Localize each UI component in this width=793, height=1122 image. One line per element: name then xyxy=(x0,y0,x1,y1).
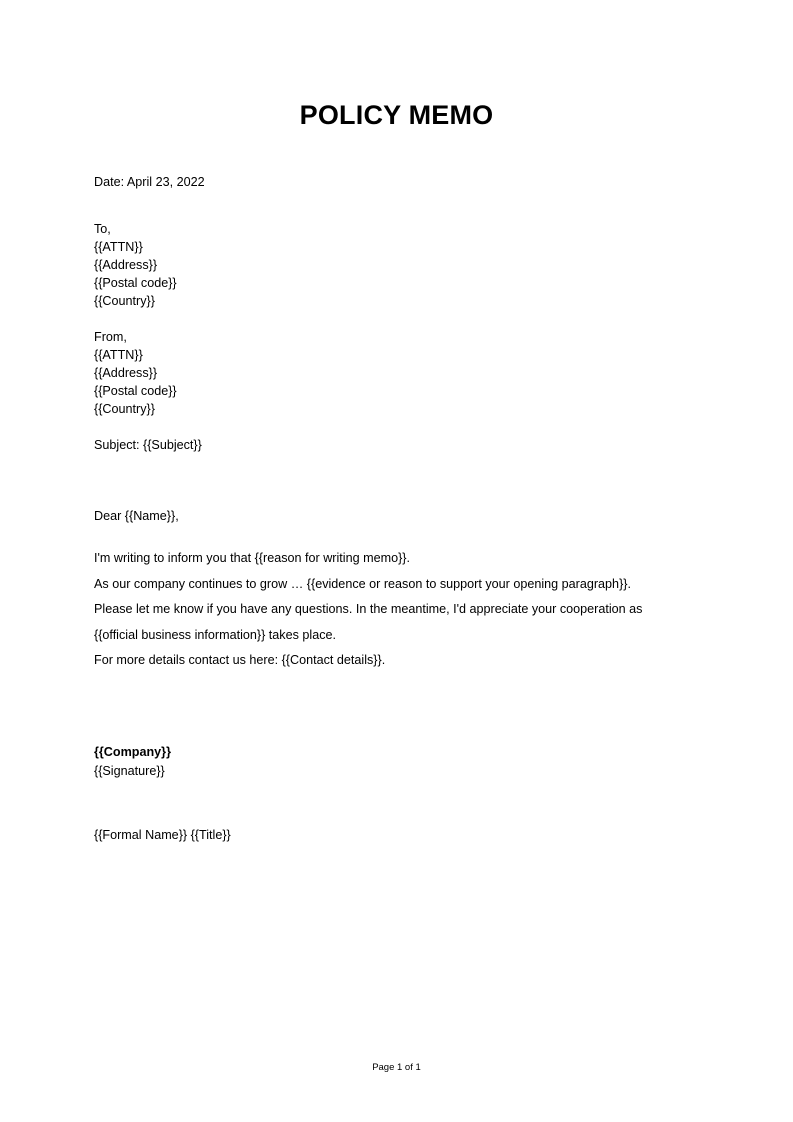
date-line: Date: April 23, 2022 xyxy=(94,175,205,189)
document-title: POLICY MEMO xyxy=(299,100,494,130)
page-number-footer: Page 1 of 1 xyxy=(372,1062,421,1073)
to-postal-code: {{Postal code}} xyxy=(94,276,177,290)
from-postal-code: {{Postal code}} xyxy=(94,384,177,398)
subject-line: Subject: {{Subject}} xyxy=(94,438,202,452)
formal-name-title: {{Formal Name}} {{Title}} xyxy=(94,828,231,842)
to-attn: {{ATTN}} xyxy=(94,240,143,254)
from-address: {{Address}} xyxy=(94,366,158,380)
from-attn: {{ATTN}} xyxy=(94,348,143,362)
body-line-1: I'm writing to inform you that {{reason for writing memo}}. xyxy=(94,551,410,565)
to-country: {{Country}} xyxy=(94,294,155,308)
company-name: {{Company}} xyxy=(94,745,171,759)
from-label: From, xyxy=(94,330,127,344)
signature: {{Signature}} xyxy=(94,764,165,778)
body-line-2: As our company continues to grow … {{evidence or reason to support your opening paragraph}}. xyxy=(94,577,631,591)
salutation: Dear {{Name}}, xyxy=(94,509,179,523)
to-address: {{Address}} xyxy=(94,258,158,272)
from-country: {{Country}} xyxy=(94,402,155,416)
to-label: To, xyxy=(94,222,111,236)
body-line-5: For more details contact us here: {{Contact details}}. xyxy=(94,653,386,667)
body-line-3: Please let me know if you have any questions. In the meantime, I'd appreciate your cooperation as xyxy=(94,602,643,616)
body-line-4: {{official business information}} takes place. xyxy=(94,628,336,642)
